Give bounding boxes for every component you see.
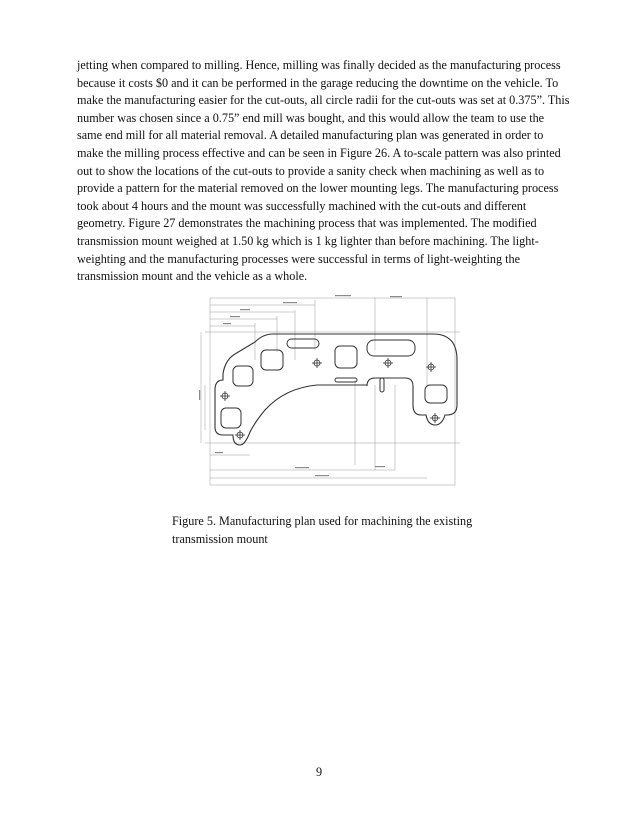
dimension-lines (201, 298, 460, 485)
thin-slot-cutout (380, 378, 384, 392)
body-line: because it costs $0 and it can be performed in the garage reducing the downtime on the vehicle. To (77, 75, 559, 90)
page-number: 9 (315, 765, 323, 779)
technical-drawing-svg (195, 290, 465, 490)
caption-line: transmission mount (172, 531, 268, 546)
dimension-marks (199, 295, 402, 476)
body-line: geometry. Figure 27 demonstrates the machining process that was implemented. The modified (77, 216, 537, 231)
body-line: same end mill for all material removal. A detailed manufacturing plan was generated in order to (77, 128, 544, 143)
figure-caption (172, 513, 512, 548)
body-paragraph (77, 57, 573, 286)
body-line: make the manufacturing easier for the cut-outs, all circle radii for the cut-outs was set at 0.375”. This (77, 93, 570, 108)
square-cutout (233, 366, 253, 386)
square-cutout (425, 385, 447, 403)
body-line: number was chosen since a 0.75” end mill was bought, and this would allow the team to use the (77, 110, 545, 125)
thin-slot-cutout (335, 378, 357, 382)
body-line: weighting and the manufacturing processes were successful in terms of light-weighting the (77, 251, 521, 266)
square-cutout (221, 408, 241, 428)
body-line: jetting when compared to milling. Hence, milling was finally decided as the manufacturing process (77, 58, 561, 72)
slot-cutout (287, 339, 319, 348)
square-cutout (261, 350, 283, 370)
body-line: took about 4 hours and the mount was successfully machined with the cut-outs and different (77, 198, 527, 213)
caption-line: Figure 5. Manufacturing plan used for machining the existing (172, 514, 473, 528)
mount-outline (215, 334, 457, 445)
manufacturing-plan-drawing (195, 290, 465, 490)
rounded-slot-cutout (367, 340, 415, 356)
body-line: transmission mount weighed at 1.50 kg which is 1 kg lighter than before machining. The light- (77, 233, 539, 248)
square-cutout (335, 346, 357, 368)
body-line: transmission mount and the vehicle as a whole. (77, 269, 308, 284)
body-line: out to show the locations of the cut-outs to provide a sanity check when machining as well as to (77, 163, 545, 178)
body-line: make the milling process effective and can be seen in Figure 26. A to-scale pattern was also printed (77, 145, 561, 160)
body-line: provide a pattern for the material removed on the lower mounting legs. The manufacturing process (77, 181, 559, 196)
